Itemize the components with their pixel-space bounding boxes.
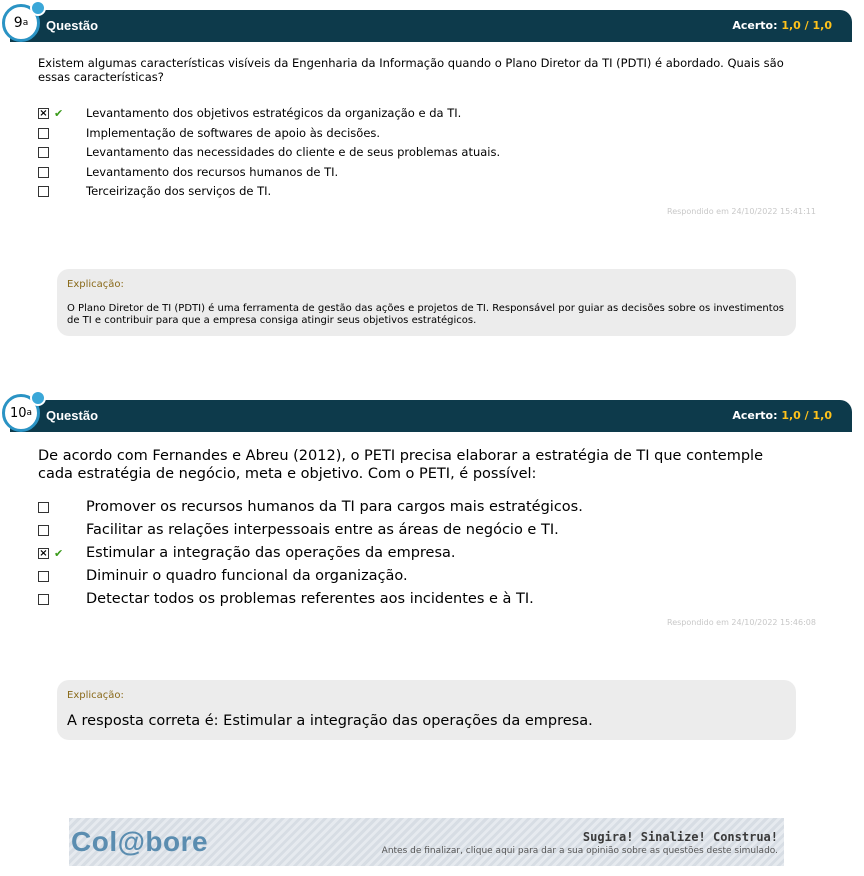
explanation-text: O Plano Diretor de TI (PDTI) é uma ferramenta de gestão das ações e projetos de TI. Responsável por guiar as decisões sobre os investimentos de TI e contribuir para que a empresa consiga atingir seus objetivos estratégicos.: [67, 303, 785, 326]
explanation-text: A resposta correta é: Estimular a integração das operações da empresa.: [67, 713, 593, 729]
option-label: Implementação de softwares de apoio às decisões.: [86, 125, 381, 140]
question-text: De acordo com Fernandes e Abreu (2012), o PETI precisa elaborar a estratégia de TI que contemple cada estratégia de negócio, meta e objetivo. Com o PETI, é possível:: [38, 448, 763, 483]
option-label: Diminuir o quadro funcional da organização.: [86, 568, 408, 584]
explanation-box: [57, 680, 796, 740]
checkmark-icon: ✔: [54, 107, 64, 120]
option-label: Terceirização dos serviços de TI.: [86, 184, 272, 198]
explanation-title: Explicação:: [67, 690, 124, 701]
score: Acerto: 1,0 / 1,0: [732, 409, 832, 422]
option-label: Detectar todos os problemas referentes aos incidentes e à TI.: [86, 591, 534, 607]
feedback-banner[interactable]: [69, 818, 784, 866]
option-2[interactable]: [38, 125, 381, 140]
question-text: Existem algumas características visíveis da Engenharia da Informação quando o Plano Diretor da TI (PDTI) é abordado. Quais são essas características?: [38, 56, 784, 85]
question-number-badge: 9 a: [2, 4, 40, 42]
colabore-logo: Col@bore: [71, 826, 209, 857]
option-2[interactable]: [38, 522, 559, 538]
option-label: Levantamento dos objetivos estratégicos da organização e da TI.: [86, 106, 462, 120]
option-5[interactable]: [38, 591, 534, 607]
option-checkbox[interactable]: [38, 502, 49, 513]
score: Acerto: 1,0 / 1,0: [732, 19, 832, 32]
option-label: Levantamento das necessidades do cliente e de seus problemas atuais.: [86, 145, 501, 159]
question-title: Questão: [46, 408, 99, 423]
banner-slogan: Sugira! Sinalize! Construa!: [582, 830, 778, 844]
question-10-header: [10, 400, 852, 432]
option-5[interactable]: [38, 184, 272, 198]
option-checkbox[interactable]: [38, 594, 49, 605]
question-9-header: [10, 10, 852, 42]
checkmark-icon: ✔: [54, 547, 64, 560]
option-4[interactable]: [38, 568, 408, 584]
option-1[interactable]: [38, 499, 583, 515]
option-checkbox[interactable]: [38, 186, 49, 197]
option-checkbox[interactable]: [38, 525, 49, 536]
option-1[interactable]: [38, 106, 462, 120]
option-checkbox[interactable]: [38, 167, 49, 178]
option-checkbox[interactable]: [38, 147, 49, 158]
option-checkbox[interactable]: ×: [39, 548, 48, 559]
option-label: Promover os recursos humanos da TI para cargos mais estratégicos.: [86, 499, 583, 515]
option-4[interactable]: [38, 164, 339, 179]
answered-timestamp: Respondido em 24/10/2022 15:41:11: [667, 207, 816, 216]
question-title: Questão: [46, 18, 99, 33]
badge-dot-icon: [30, 0, 46, 16]
option-label: Estimular a integração das operações da empresa.: [86, 545, 456, 561]
option-checkbox[interactable]: [38, 571, 49, 582]
option-3[interactable]: [38, 545, 456, 561]
option-3[interactable]: [38, 145, 501, 159]
option-label: Levantamento dos recursos humanos de TI.: [86, 164, 339, 179]
answered-timestamp: Respondido em 24/10/2022 15:46:08: [667, 618, 816, 627]
banner-subtext: Antes de finalizar, clique aqui para dar a sua opinião sobre as questões deste simulado.: [381, 846, 778, 856]
explanation-title: Explicação:: [67, 279, 124, 290]
explanation-box: [57, 269, 796, 336]
question-number-badge: 10 a: [2, 394, 40, 432]
option-checkbox[interactable]: ×: [39, 108, 48, 119]
option-checkbox[interactable]: [38, 128, 49, 139]
badge-dot-icon: [30, 390, 46, 406]
option-label: Facilitar as relações interpessoais entre as áreas de negócio e TI.: [86, 522, 559, 538]
